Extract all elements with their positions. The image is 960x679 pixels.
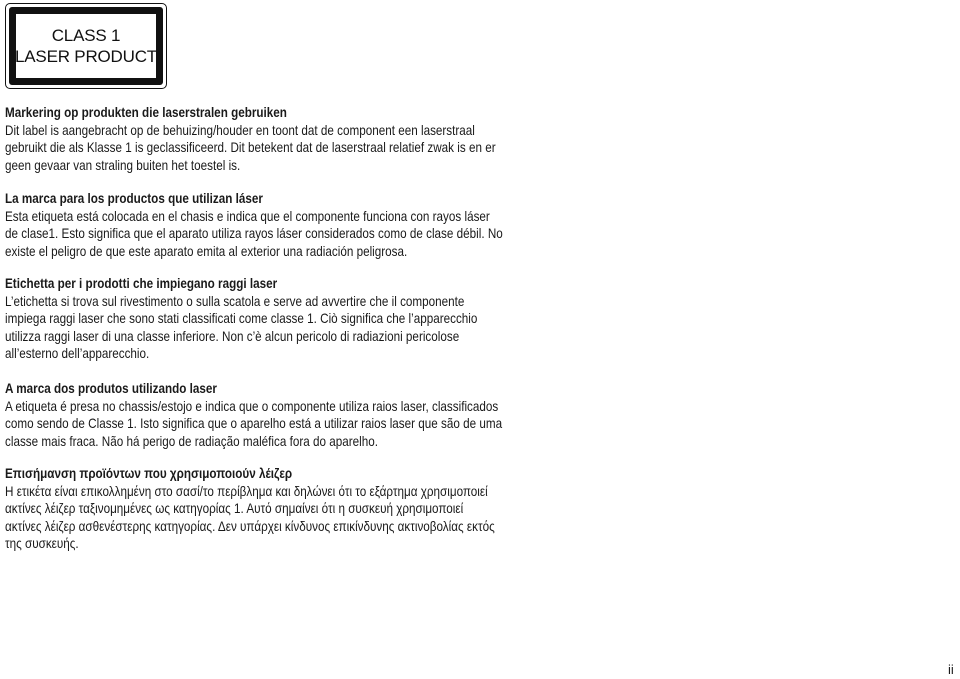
- body-line: της συσκευής.: [5, 536, 79, 551]
- section-heading: La marca para los productos que utilizan láser: [5, 191, 263, 206]
- body-line: Esta etiqueta está colocada en el chasis e indica que el componente funciona con rayos láser: [5, 208, 490, 224]
- class-1-laser-product-label: [5, 3, 167, 89]
- body-line: geen gevaar van straling buiten het toestel is.: [5, 157, 241, 173]
- body-line: de clase1. Esto significa que el aparato utiliza rayos láser considerados como de clase débil. No: [5, 226, 503, 241]
- body-line: utilizza raggi laser di una classe inferiore. Non c’è alcun pericolo di radiazioni pericolose: [5, 328, 460, 344]
- laser-label-border: [9, 7, 163, 85]
- section-italian: [5, 275, 478, 363]
- section-portuguese: [5, 380, 503, 450]
- body-line: all’esterno dell’apparecchio.: [5, 346, 150, 361]
- body-line: Η ετικέτα είναι επικολλημένη στο σασί/το περίβλημα και δηλώνει ότι το εξάρτημα χρησιμοποιεί: [5, 483, 488, 499]
- section-dutch: [5, 104, 496, 174]
- section-heading: Επισήμανση προϊόντων που χρησιμοποιούν λέιζερ: [5, 466, 293, 481]
- body-line: ακτίνες λέιζερ ταξινομημένες ως κατηγορίας 1. Αυτό σημαίνει ότι η συσκευή χρησιμοποιεί: [5, 501, 464, 516]
- laser-label-product: LASER PRODUCT: [15, 47, 157, 66]
- body-line: como sendo de Classe 1. Isto significa que o aparelho está a utilizar raios laser que são de uma: [5, 416, 503, 431]
- body-line: classe mais fraca. Não há perigo de radiação maléfica fora do aparelho.: [5, 433, 379, 449]
- body-line: L’etichetta si trova sul rivestimento o sulla scatola e serve ad avvertire che il componente: [5, 293, 465, 309]
- section-heading: Etichetta per i prodotti che impiegano raggi laser: [5, 276, 278, 291]
- body-line: impiega raggi laser che sono stati classificati come classe 1. Ciò significa che l’apparecchio: [5, 311, 478, 326]
- section-greek: [5, 465, 495, 553]
- section-heading: Markering op produkten die laserstralen gebruiken: [5, 105, 287, 120]
- section-heading: A marca dos produtos utilizando laser: [5, 381, 217, 396]
- section-spanish: [5, 190, 503, 260]
- body-line: ακτίνες λέιζερ ασθενέστερης κατηγορίας. Δεν υπάρχει κίνδυνος επικίνδυνης ακτινοβολίας εκτός: [5, 518, 495, 534]
- body-line: Dit label is aangebracht op de behuizing/houder en toont dat de component een laserstraal: [5, 122, 475, 138]
- body-line: A etiqueta é presa no chassis/estojo e indica que o componente utiliza raios laser, classificados: [5, 398, 499, 414]
- body-line: gebruikt die als Klasse 1 is geclassificeerd. Dit betekent dat de laserstraal relatief zwak is en er: [5, 140, 496, 155]
- body-line: existe el peligro de que este aparato emita al exterior una radiación peligrosa.: [5, 243, 408, 259]
- laser-label-class: CLASS 1: [51, 26, 121, 45]
- page-number: ii: [948, 662, 954, 677]
